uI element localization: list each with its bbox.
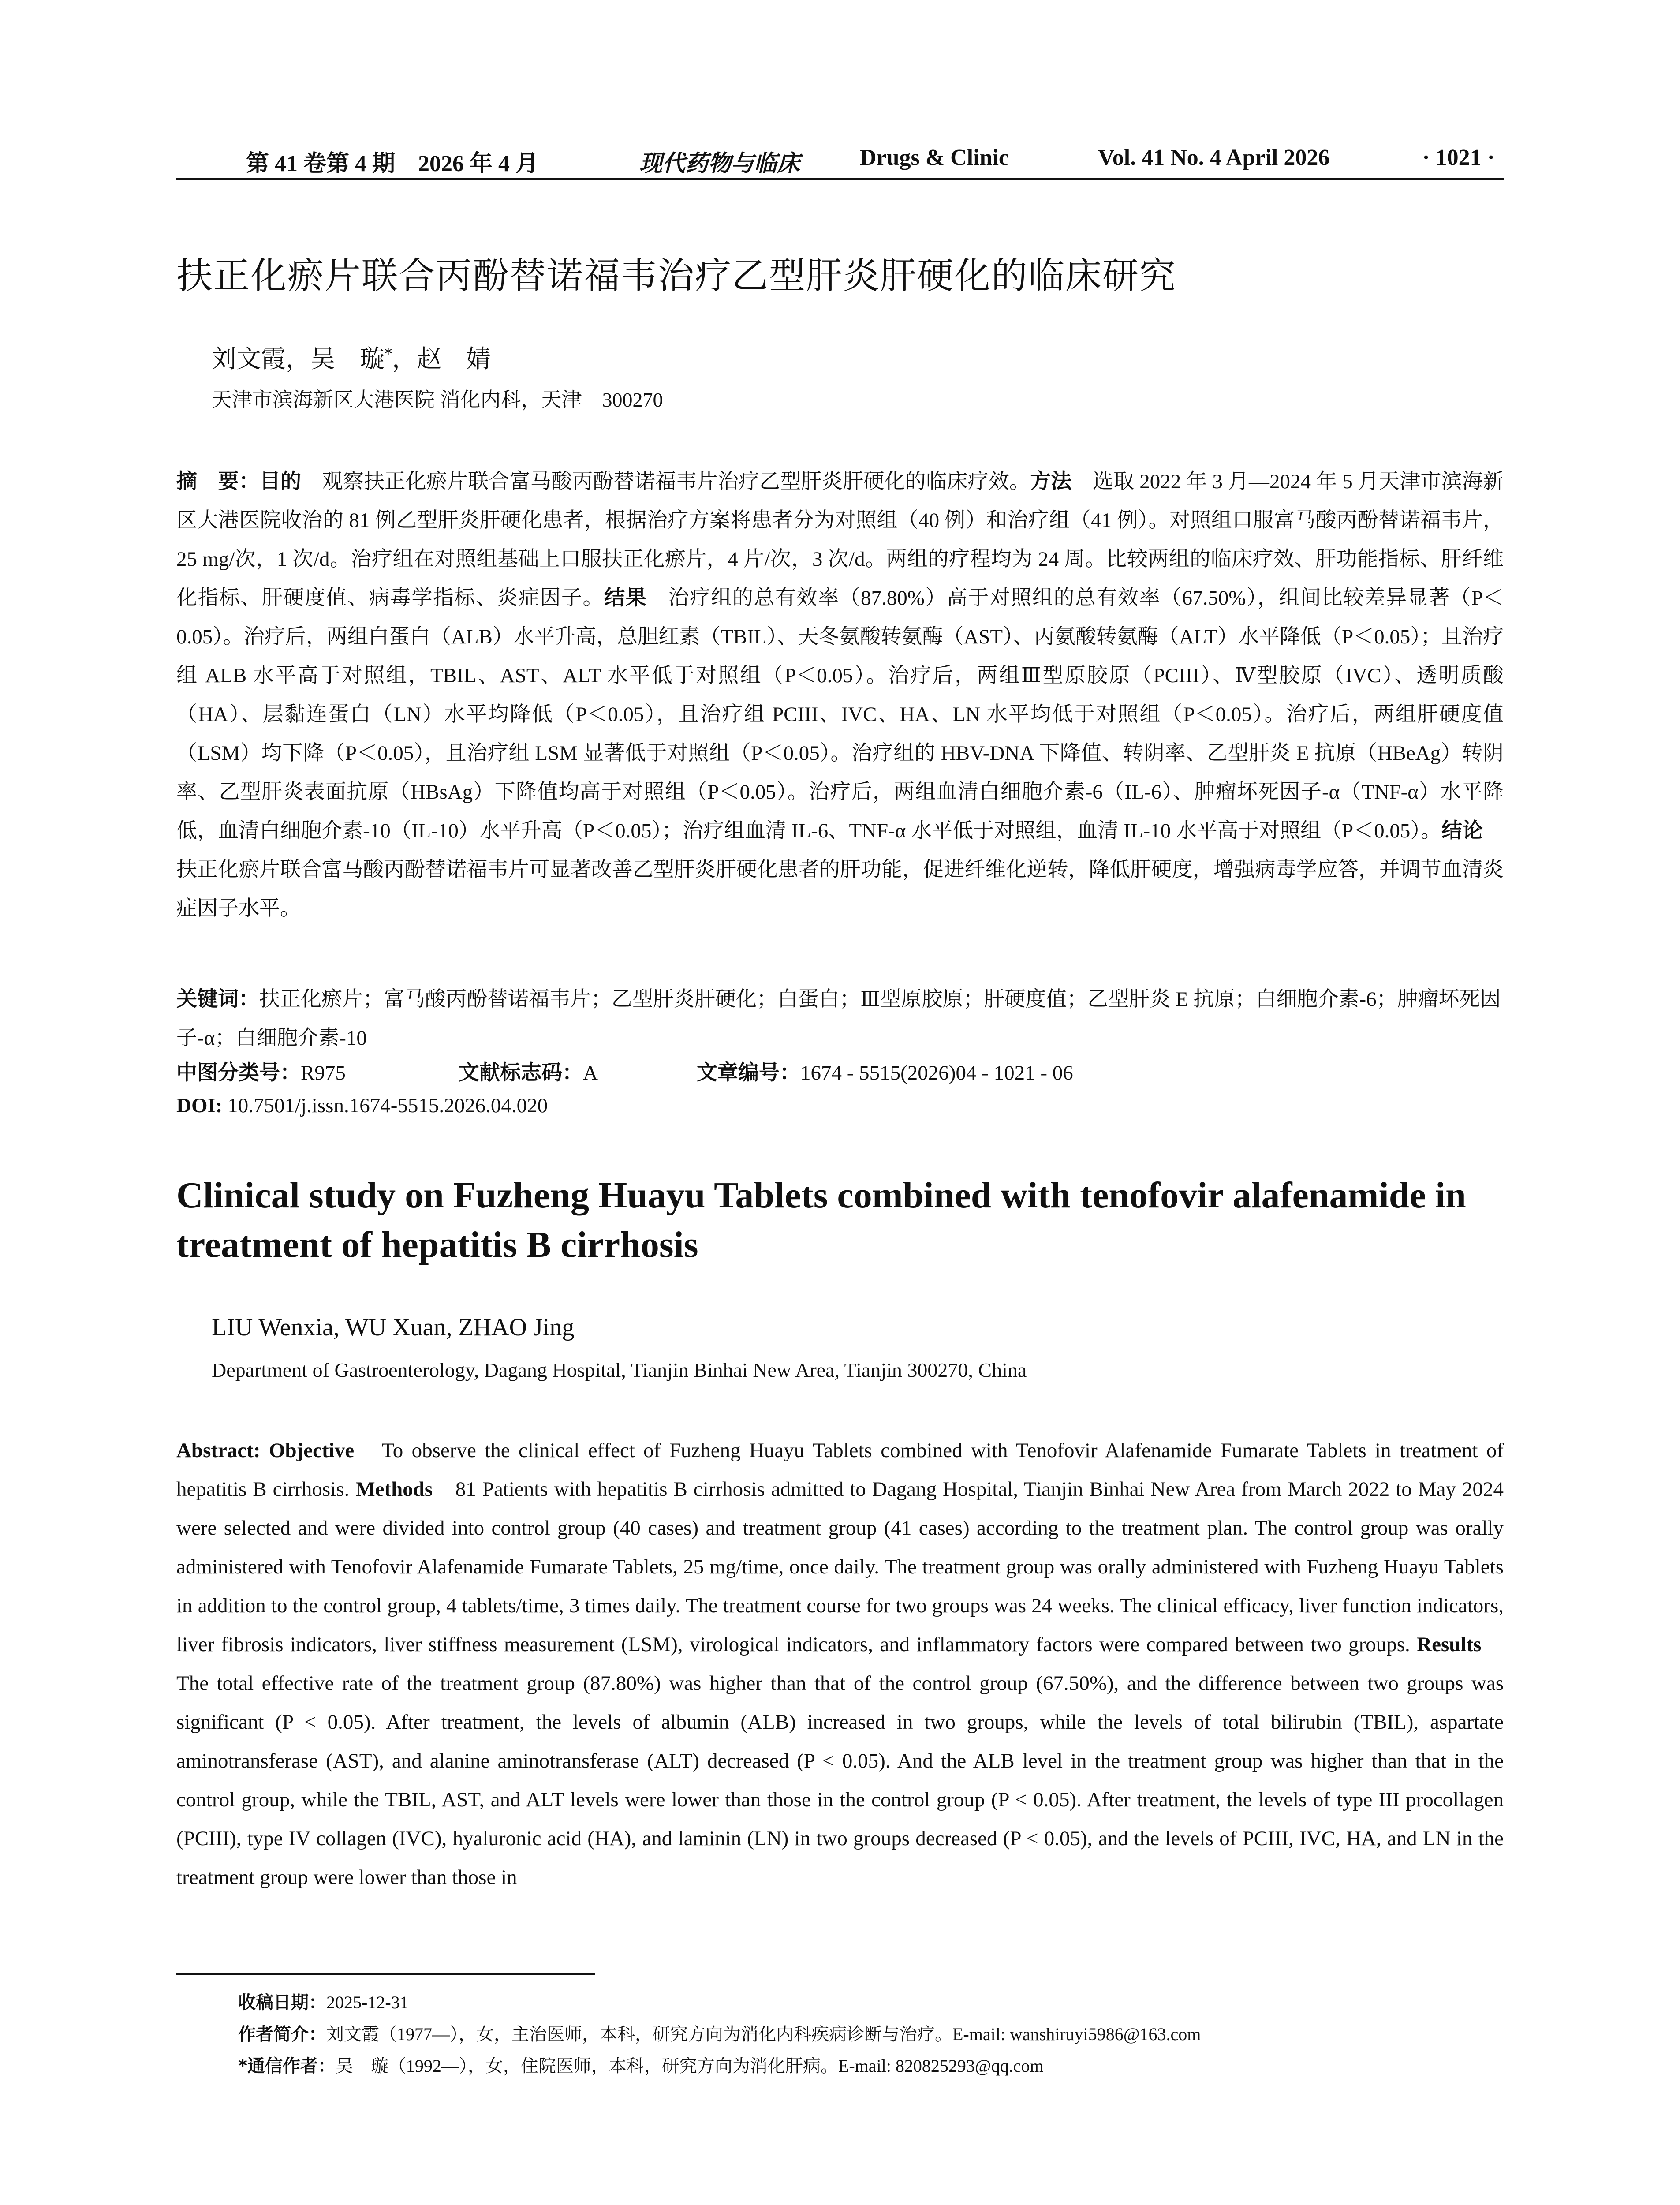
corresponding-mark: *	[385, 345, 392, 363]
methods-text-en: 81 Patients with hepatitis B cirrhosis admitted to Dagang Hospital, Tianjin Binhai New Area from March 2022 to May 2024 were selected and were divided into control group (40 cases) and treatment group (41 cases) according to the treatment plan. The control group was orally administered with Tenofovir Alafenamide Fumarate Tablets, 25 mg/time, once daily. The treatment group was orally administered with Fuzheng Huayu Tablets in addition to the control group, 4 tablets/time, 3 times daily. The treatment course for two groups was 24 weeks. The clinical efficacy, liver function indicators, liver fibrosis indicators, liver stiffness measurement (LSM), virological indicators, and inflammatory factors were compared between two groups.	[176, 1478, 1504, 1656]
author-1-cn: 刘文霞，	[212, 345, 310, 374]
results-label-cn: 结果	[604, 586, 647, 610]
header-page-number: · 1021 ·	[1422, 145, 1495, 170]
doi-label: DOI:	[176, 1094, 223, 1117]
header-journal-cn: 现代药物与临床	[639, 151, 800, 176]
conclusion-text-cn: 扶正化瘀片联合富马酸丙酚替诺福韦片可显著改善乙型肝炎肝硬化患者的肝功能，促进纤维化逆转，降低肝硬度，增强病毒学应答，并调节血清炎症因子水平。	[176, 819, 1504, 920]
abstract-cn	[176, 462, 1504, 928]
author-3-cn: ，赵 婧	[392, 345, 491, 374]
affiliation-en: Department of Gastroenterology, Dagang Hospital, Tianjin Binhai New Area, Tianjin 300270, China	[212, 1359, 1027, 1381]
article-number: 文章编号：1674 - 5515(2026)04 - 1021 - 06	[697, 1061, 1073, 1085]
keywords-text-cn: 扶正化瘀片；富马酸丙酚替诺福韦片；乙型肝炎肝硬化；白蛋白；Ⅲ型原胶原；肝硬度值；乙型肝炎 E 抗原；白细胞介素-6；肿瘤坏死因子-α；白细胞介素-10	[176, 988, 1501, 1050]
footnote-author-bio: 作者简介：刘文霞（1977—），女，主治医师，本科，研究方向为消化内科疾病诊断与治疗。E-mail: wanshiruyi5986@163.com	[238, 2024, 1201, 2044]
authors-cn	[212, 340, 491, 375]
classification-row	[176, 1056, 1504, 1091]
results-label-en: Results	[1417, 1633, 1482, 1656]
methods-text-cn: 选取 2022 年 3 月—2024 年 5 月天津市滨海新区大港医院收治的 81 例乙型肝炎肝硬化患者，根据治疗方案将患者分为对照组（40 例）和治疗组（41 例）。对照组口服富马酸丙酚替诺福韦片，25 mg/次，1 次/d。治疗组在对照组基础上口服扶正化瘀片，4 片/次，3 次/d。两组的疗程均为 24 周。比较两组的临床疗效、肝功能指标、肝纤维化指标、肝硬度值、病毒学指标、炎症因子。	[176, 470, 1504, 609]
abstract-en	[176, 1431, 1504, 1897]
authors-en: LIU Wenxia, WU Xuan, ZHAO Jing	[212, 1314, 575, 1341]
results-text-cn: 治疗组的总有效率（87.80%）高于对照组的总有效率（67.50%），组间比较差异显著（P＜0.05）。治疗后，两组白蛋白（ALB）水平升高，总胆红素（TBIL）、天冬氨酸转氨酶（AST）、丙氨酸转氨酶（ALT）水平降低（P＜0.05）；且治疗组 ALB 水平高于对照组，TBIL、AST、ALT 水平低于对照组（P＜0.05）。治疗后，两组Ⅲ型原胶原（PCIII）、Ⅳ型胶原（IVC）、透明质酸（HA）、层黏连蛋白（LN）水平均降低（P＜0.05），且治疗组 PCIII、IVC、HA、LN 水平均低于对照组（P＜0.05）。治疗后，两组肝硬度值（LSM）均下降（P＜0.05），且治疗组 LSM 显著低于对照组（P＜0.05）。治疗组的 HBV-DNA 下降值、转阴率、乙型肝炎 E 抗原（HBeAg）转阴率、乙型肝炎表面抗原（HBsAg）下降值均高于对照组（P＜0.05）。治疗后，两组血清白细胞介素-6（IL-6）、肿瘤坏死因子-α（TNF-α）水平降低，血清白细胞介素-10（IL-10）水平升高（P＜0.05）；治疗组血清 IL-6、TNF-α 水平低于对照组，血清 IL-10 水平高于对照组（P＜0.05）。	[176, 587, 1504, 842]
objective-text-cn: 观察扶正化瘀片联合富马酸丙酚替诺福韦片治疗乙型肝炎肝硬化的临床疗效。	[301, 470, 1030, 493]
objective-label-en: Objective	[269, 1439, 355, 1462]
header-issue: 第 41 卷第 4 期 2026 年 4 月	[246, 151, 539, 176]
footnote-divider	[176, 1973, 595, 1975]
article-title-cn: 扶正化瘀片联合丙酚替诺福韦治疗乙型肝炎肝硬化的临床研究	[176, 255, 1177, 297]
methods-label-cn: 方法	[1030, 469, 1072, 493]
objective-text-en: To observe the clinical effect of Fuzheng Huayu Tablets combined with Tenofovir Alafenamide Fumarate Tablets in treatment of hepatitis B cirrhosis.	[176, 1439, 1504, 1501]
header-volume-en: Vol. 41 No. 4 April 2026	[1098, 145, 1330, 170]
conclusion-label-cn: 结论	[1441, 818, 1483, 843]
doi	[176, 1094, 548, 1117]
objective-label-cn: 目的	[259, 469, 302, 493]
abstract-en-label: Abstract:	[176, 1439, 269, 1462]
keywords-cn	[176, 980, 1504, 1058]
footnotes	[238, 1987, 1504, 2082]
keywords-label-cn: 关键词：	[176, 987, 259, 1011]
footnote-received: 收稿日期：2025-12-31	[238, 1992, 409, 2013]
header-journal-en: Drugs & Clinic	[860, 145, 1009, 170]
methods-label-en: Methods	[355, 1478, 433, 1501]
results-text-en: The total effective rate of the treatment group (87.80%) was higher than that of the control group (67.50%), and the difference between two groups was significant (P < 0.05). After treatment, the levels of albumin (ALB) increased in two groups, while the levels of total bilirubin (TBIL), aspartate aminotransferase (AST), and alanine aminotransferase (ALT) decreased (P < 0.05). And the ALB level in the treatment group was higher than that in the control group, while the TBIL, AST, and ALT levels were lower than those in the control group (P < 0.05). After treatment, the levels of type III procollagen (PCIII), type IV collagen (IVC), hyaluronic acid (HA), and laminin (LN) in two groups decreased (P < 0.05), and the levels of PCIII, IVC, HA, and LN in the treatment group were lower than those in	[176, 1633, 1504, 1889]
doi-value: 10.7501/j.issn.1674-5515.2026.04.020	[222, 1094, 548, 1117]
article-title-en: Clinical study on Fuzheng Huayu Tablets combined with tenofovir alafenamide in treatment of hepatitis B cirrhosis	[176, 1175, 1466, 1265]
author-2-cn: 吴 璇	[310, 345, 385, 374]
document-code: 文献标志码：A	[459, 1061, 598, 1085]
affiliation-cn: 天津市滨海新区大港医院 消化内科，天津 300270	[212, 389, 663, 411]
footnote-corresponding-author: *通信作者：吴 璇（1992—），女，住院医师，本科，研究方向为消化肝病。E-mail: 820825293@qq.com	[238, 2056, 1044, 2076]
abstract-cn-label: 摘 要：	[176, 469, 260, 493]
clc-code: 中图分类号：R975	[176, 1061, 346, 1085]
running-header	[176, 140, 1504, 180]
